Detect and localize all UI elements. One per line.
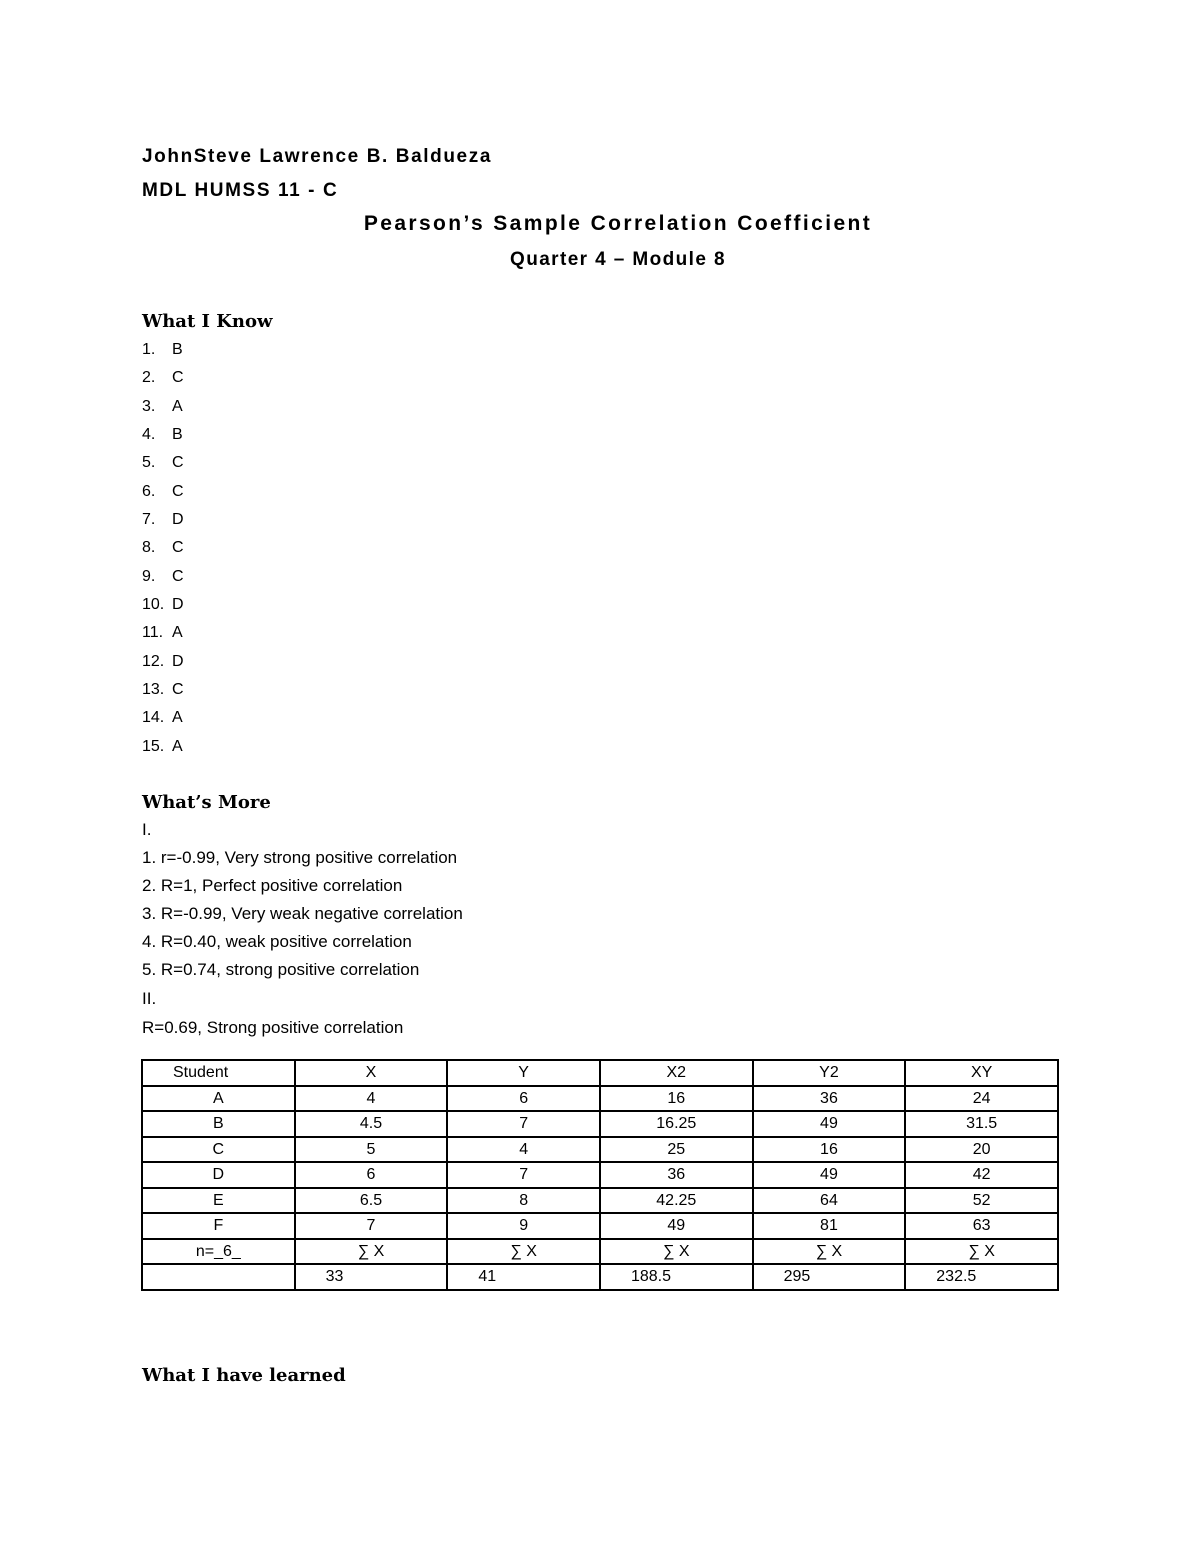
list-item: 8. C <box>142 539 184 557</box>
table-cell: 295 <box>753 1264 906 1290</box>
table-row <box>142 1137 1058 1163</box>
list-item: 10. D <box>142 596 184 614</box>
table-cell: 33 <box>295 1264 448 1290</box>
computation-table <box>141 1059 1059 1291</box>
table-header-cell: X <box>295 1060 448 1086</box>
table-row <box>142 1111 1058 1137</box>
table-sum-label-row <box>142 1239 1058 1265</box>
table-cell: B <box>142 1111 295 1137</box>
list-item: 9. C <box>142 567 184 585</box>
table-cell: 6 <box>447 1086 600 1112</box>
part-one-label: I. <box>142 820 152 839</box>
table-header-row <box>142 1060 1058 1086</box>
list-item: 5. R=0.74, strong positive correlation <box>142 960 420 979</box>
table-cell: 16 <box>753 1137 906 1163</box>
list-item: 3. A <box>142 397 183 415</box>
table-sum-value-row <box>142 1264 1058 1290</box>
table-cell: 7 <box>447 1162 600 1188</box>
what-i-have-learned-heading: What I have learned <box>142 1365 346 1386</box>
answer-list <box>142 336 184 761</box>
list-item: 4. R=0.40, weak positive correlation <box>142 932 412 951</box>
student-name: JohnSteve Lawrence B. Baldueza <box>142 146 492 167</box>
table-cell: 36 <box>753 1086 906 1112</box>
table-cell: 31.5 <box>905 1111 1058 1137</box>
table-cell: 52 <box>905 1188 1058 1214</box>
table-cell: 4 <box>447 1137 600 1163</box>
table-cell: ∑ X <box>600 1239 753 1265</box>
table-cell <box>142 1264 295 1290</box>
list-item: 2. C <box>142 369 184 387</box>
table-cell: 232.5 <box>905 1264 1058 1290</box>
list-item: 2. R=1, Perfect positive correlation <box>142 876 403 895</box>
list-item: 13. C <box>142 681 184 699</box>
table-cell: 41 <box>447 1264 600 1290</box>
table-header-cell: Y2 <box>753 1060 906 1086</box>
table-row <box>142 1188 1058 1214</box>
table-cell: ∑ X <box>295 1239 448 1265</box>
table-cell: 64 <box>753 1188 906 1214</box>
table-cell: E <box>142 1188 295 1214</box>
part-two-label: II. <box>142 989 157 1008</box>
list-item: 1. B <box>142 341 183 358</box>
table-cell: ∑ X <box>905 1239 1058 1265</box>
table-header-cell: XY <box>905 1060 1058 1086</box>
table-cell: 49 <box>753 1111 906 1137</box>
table-cell: 5 <box>295 1137 448 1163</box>
list-item: 1. r=-0.99, Very strong positive correlation <box>142 848 458 867</box>
whats-more-heading: What’s More <box>142 792 271 813</box>
list-item: 14. A <box>142 709 183 727</box>
table-cell: 188.5 <box>600 1264 753 1290</box>
table-row <box>142 1086 1058 1112</box>
list-item: 11. A <box>142 624 183 642</box>
table-cell: 42 <box>905 1162 1058 1188</box>
table-header-cell: Y <box>447 1060 600 1086</box>
table-cell: 81 <box>753 1213 906 1239</box>
table-cell: 42.25 <box>600 1188 753 1214</box>
table-cell: ∑ X <box>447 1239 600 1265</box>
table-header-cell: Student <box>142 1060 295 1086</box>
table-cell: 4.5 <box>295 1111 448 1137</box>
list-item: 12. D <box>142 652 184 670</box>
table-header-cell: X2 <box>600 1060 753 1086</box>
table-cell: 4 <box>295 1086 448 1112</box>
table-cell: 7 <box>295 1213 448 1239</box>
document-title: Pearson’s Sample Correlation Coefficient <box>363 212 873 235</box>
table-cell: 16 <box>600 1086 753 1112</box>
table-cell: A <box>142 1086 295 1112</box>
table-cell: 16.25 <box>600 1111 753 1137</box>
document-subtitle: Quarter 4 – Module 8 <box>510 249 726 270</box>
list-item: 3. R=-0.99, Very weak negative correlation <box>142 904 463 923</box>
part-two-result: R=0.69, Strong positive correlation <box>142 1018 404 1037</box>
table-cell: 49 <box>600 1213 753 1239</box>
table-cell: 6 <box>295 1162 448 1188</box>
table-cell: 7 <box>447 1111 600 1137</box>
table-row <box>142 1213 1058 1239</box>
list-item: 7. D <box>142 511 184 529</box>
table-cell: 36 <box>600 1162 753 1188</box>
table-cell: 20 <box>905 1137 1058 1163</box>
table-cell: 8 <box>447 1188 600 1214</box>
list-item: 4. B <box>142 426 183 444</box>
table-cell: 25 <box>600 1137 753 1163</box>
table-cell: 24 <box>905 1086 1058 1112</box>
table-cell: F <box>142 1213 295 1239</box>
table-cell: 9 <box>447 1213 600 1239</box>
table-row <box>142 1162 1058 1188</box>
table-cell: 49 <box>753 1162 906 1188</box>
table-cell: 63 <box>905 1213 1058 1239</box>
table-cell: ∑ X <box>753 1239 906 1265</box>
list-item: 6. C <box>142 482 184 500</box>
table-cell: D <box>142 1162 295 1188</box>
class-section: MDL HUMSS 11 - C <box>142 180 339 201</box>
table-cell: n=_6_ <box>142 1239 295 1265</box>
table-cell: C <box>142 1137 295 1163</box>
what-i-know-heading: What I Know <box>142 311 273 332</box>
table-cell: 6.5 <box>295 1188 448 1214</box>
list-item: 15. A <box>142 737 183 755</box>
list-item: 5. C <box>142 454 184 472</box>
